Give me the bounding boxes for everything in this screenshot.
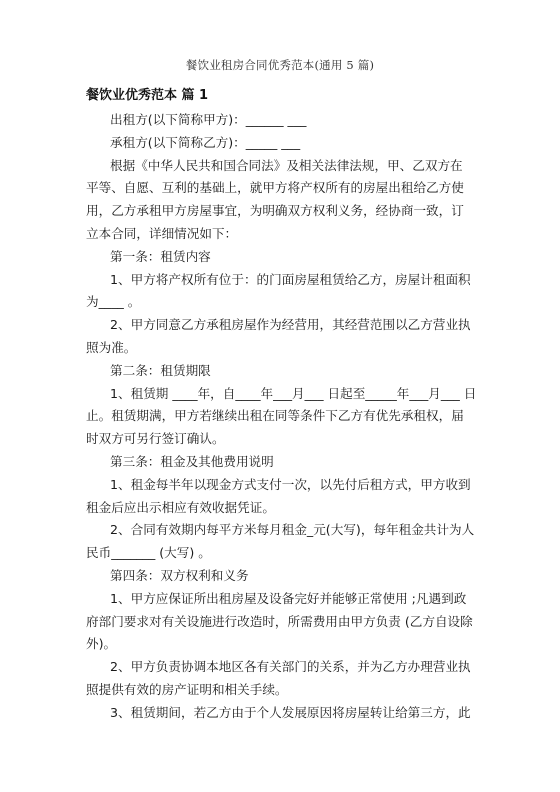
text-line: 外)。 [86,636,117,652]
text-line: 民币_______ (大写) 。 [86,545,211,561]
text-line: 第二条：租赁期限 [110,362,211,378]
text-line: 用，乙方承租甲方房屋事宜，为明确双方权利义务，经协商一致，订 [86,203,464,219]
text-line: 立本合同，详细情况如下： [86,225,238,241]
text-line: 根据《中华人民共和国合同法》及相关法律法规，甲、乙双方在 [110,157,463,173]
text-line: 止。租赁期满，甲方若继续出租在同等条件下乙方有优先承租权，届 [86,408,464,424]
text-line: 2、甲方同意乙方承租房屋作为经营用，其经营范围以乙方营业执 [110,317,471,333]
paragraph-lines [86,109,478,725]
text-line: 第三条：租金及其他费用说明 [110,453,274,469]
text-line: 第一条：租赁内容 [110,248,211,264]
text-line: 租金后应出示相应有效收据凭证。 [86,499,275,515]
text-line: 3、租赁期间，若乙方由于个人发展原因将房屋转让给第三方，此 [110,704,471,720]
text-line: 照为准。 [86,339,137,355]
text-line: 平等、自愿、互利的基础上，就甲方将产权所有的房屋出租给乙方使 [86,180,464,196]
text-line: 府部门要求对有关设施进行改造时，所需费用由甲方负责 (乙方自设除 [86,613,473,629]
text-line: 时双方可另行签订确认。 [86,431,225,447]
text-line: 1、租金每半年以现金方式支付一次，以先付后租方式，甲方收到 [110,476,471,492]
text-line: 2、合同有效期内每平方米每月租金_元(大写)，每年租金共计为人 [110,522,475,538]
text-line: 1、甲方应保证所出租房屋及设备完好并能够正常使用 ;凡遇到政 [110,590,467,606]
text-line: 照提供有效的房产证明和相关手续。 [86,681,288,697]
text-line: 第四条：双方权利和义务 [110,567,249,583]
document-body [86,86,478,725]
text-line: 承租方(以下简称乙方)：_____ ___ [110,134,301,150]
section-heading: 餐饮业优秀范本 篇 1 [86,88,209,103]
text-line: 1、租赁期 ____年，自____年___月___ 日起至_____年___月___ 日 [110,385,477,401]
text-line: 1、甲方将产权所有位于：的门面房屋租赁给乙方，房屋计租面积 [110,271,471,287]
text-line: 出租方(以下简称甲方)：______ ___ [110,112,307,127]
text-line: 为____ 。 [86,294,141,310]
text-line: 2、甲方负责协调本地区各有关部门的关系，并为乙方办理营业执 [110,659,471,675]
document-title: 餐饮业租房合同优秀范本(通用 5 篇) [185,58,375,72]
